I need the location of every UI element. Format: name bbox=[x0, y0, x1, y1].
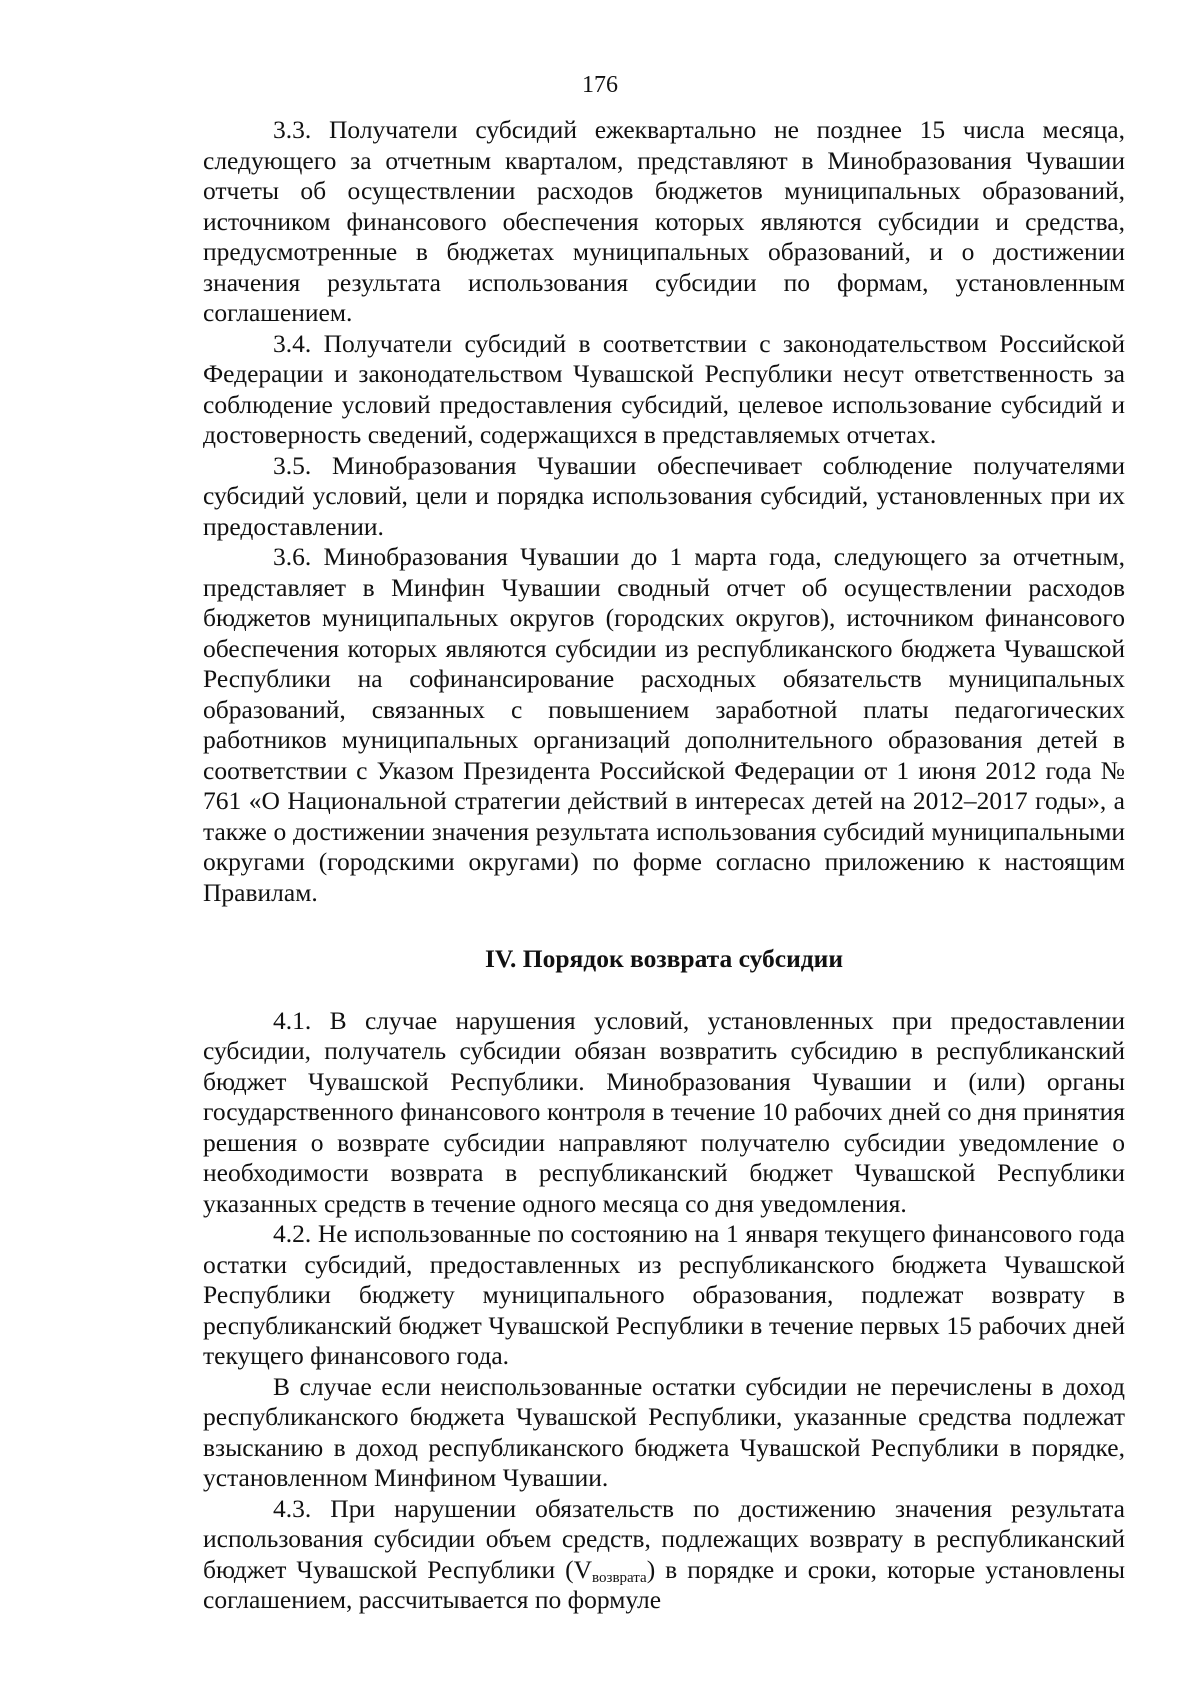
paragraph-4-3 bbox=[203, 1494, 1125, 1616]
paragraph-4-3-text-start: 4.3. При нарушении обязательств по достижению значения результата использования субсидии объем средств, подлежащих возврату в республиканский бюджет Чувашской Республики (V bbox=[203, 1493, 1125, 1584]
paragraph-3-3: 3.3. Получатели субсидий ежеквартально не позднее 15 числа месяца, следующего за отчетным кварталом, представляют в Минобразования Чувашии отчеты об осуществлении расходов бюджетов муниципальных образований, источником финансового обеспечения которых являются субсидии и средства, предусмотренные в бюджетах муниципальных образований, и о достижении значения результата использования субсидии по формам, установленным соглашением. bbox=[203, 115, 1125, 327]
section-heading: IV. Порядок возврата субсидии bbox=[484, 944, 844, 973]
paragraph-4-1: 4.1. В случае нарушения условий, установленных при предоставлении субсидии, получатель субсидии обязан возвратить субсидию в республиканский бюджет Чувашской Республики. Минобразования Чувашии и (или) органы государственного финансового контроля в течение 10 рабочих дней со дня принятия решения о возврате субсидии направляют получателю субсидии уведомление о необходимости возврата в республиканский бюджет Чувашской Республики указанных средств в течение одного месяца со дня уведомления. bbox=[203, 1005, 1125, 1218]
document-body bbox=[203, 115, 1125, 1616]
paragraph-4-2-continued: В случае если неиспользованные остатки субсидии не перечислены в доход республиканского бюджета Чувашской Республики, указанные средства подлежат взысканию в доход республиканского бюджета Чувашской Республики в порядке, установленном Минфином Чувашии. bbox=[203, 1371, 1125, 1492]
paragraph-3-6: 3.6. Минобразования Чувашии до 1 марта года, следующего за отчетным, представляет в Минфин Чувашии сводный отчет об осуществлении расходов бюджетов муниципальных округов (городских округов), источником финансового обеспечения которых являются субсидии из республиканского бюджета Чувашской Республики на софинансирование расходных обязательств муниципальных образований, связанных с повышением заработной платы педагогических работников муниципальных организаций дополнительного образования детей в соответствии с Указом Президента Российской Федерации от 1 июня 2012 года № 761 «О Национальной стратегии действий в интересах детей на 2012–2017 годы», а также о достижении значения результата использования субсидий муниципальными округами (городскими округами) по форме согласно приложению к настоящим Правилам. bbox=[203, 542, 1125, 907]
paragraph-3-4: 3.4. Получатели субсидий в соответствии с законодательством Российской Федерации и законодательством Чувашской Республики несут ответственность за соблюдение условий предоставления субсидий, целевое использование субсидий и достоверность сведений, содержащихся в представляемых отчетах. bbox=[203, 328, 1125, 449]
paragraph-3-5: 3.5. Минобразования Чувашии обеспечивает соблюдение получателями субсидий условий, цели и порядка использования субсидий, установленных при их предоставлении. bbox=[203, 450, 1125, 541]
paragraph-4-3-text-end: ) в порядке и сроки, которые установлены соглашением, рассчитывается по формуле bbox=[203, 1554, 1125, 1614]
page-number: 176 bbox=[582, 72, 618, 98]
paragraph-4-2: 4.2. Не использованные по состоянию на 1 января текущего финансового года остатки субсидий, предоставленных из республиканского бюджета Чувашской Республики бюджету муниципального образования, подлежат возврату в республиканский бюджет Чувашской Республики в течение первых 15 рабочих дней текущего финансового года. bbox=[203, 1219, 1125, 1370]
v-subscript: возврата bbox=[592, 1569, 647, 1586]
